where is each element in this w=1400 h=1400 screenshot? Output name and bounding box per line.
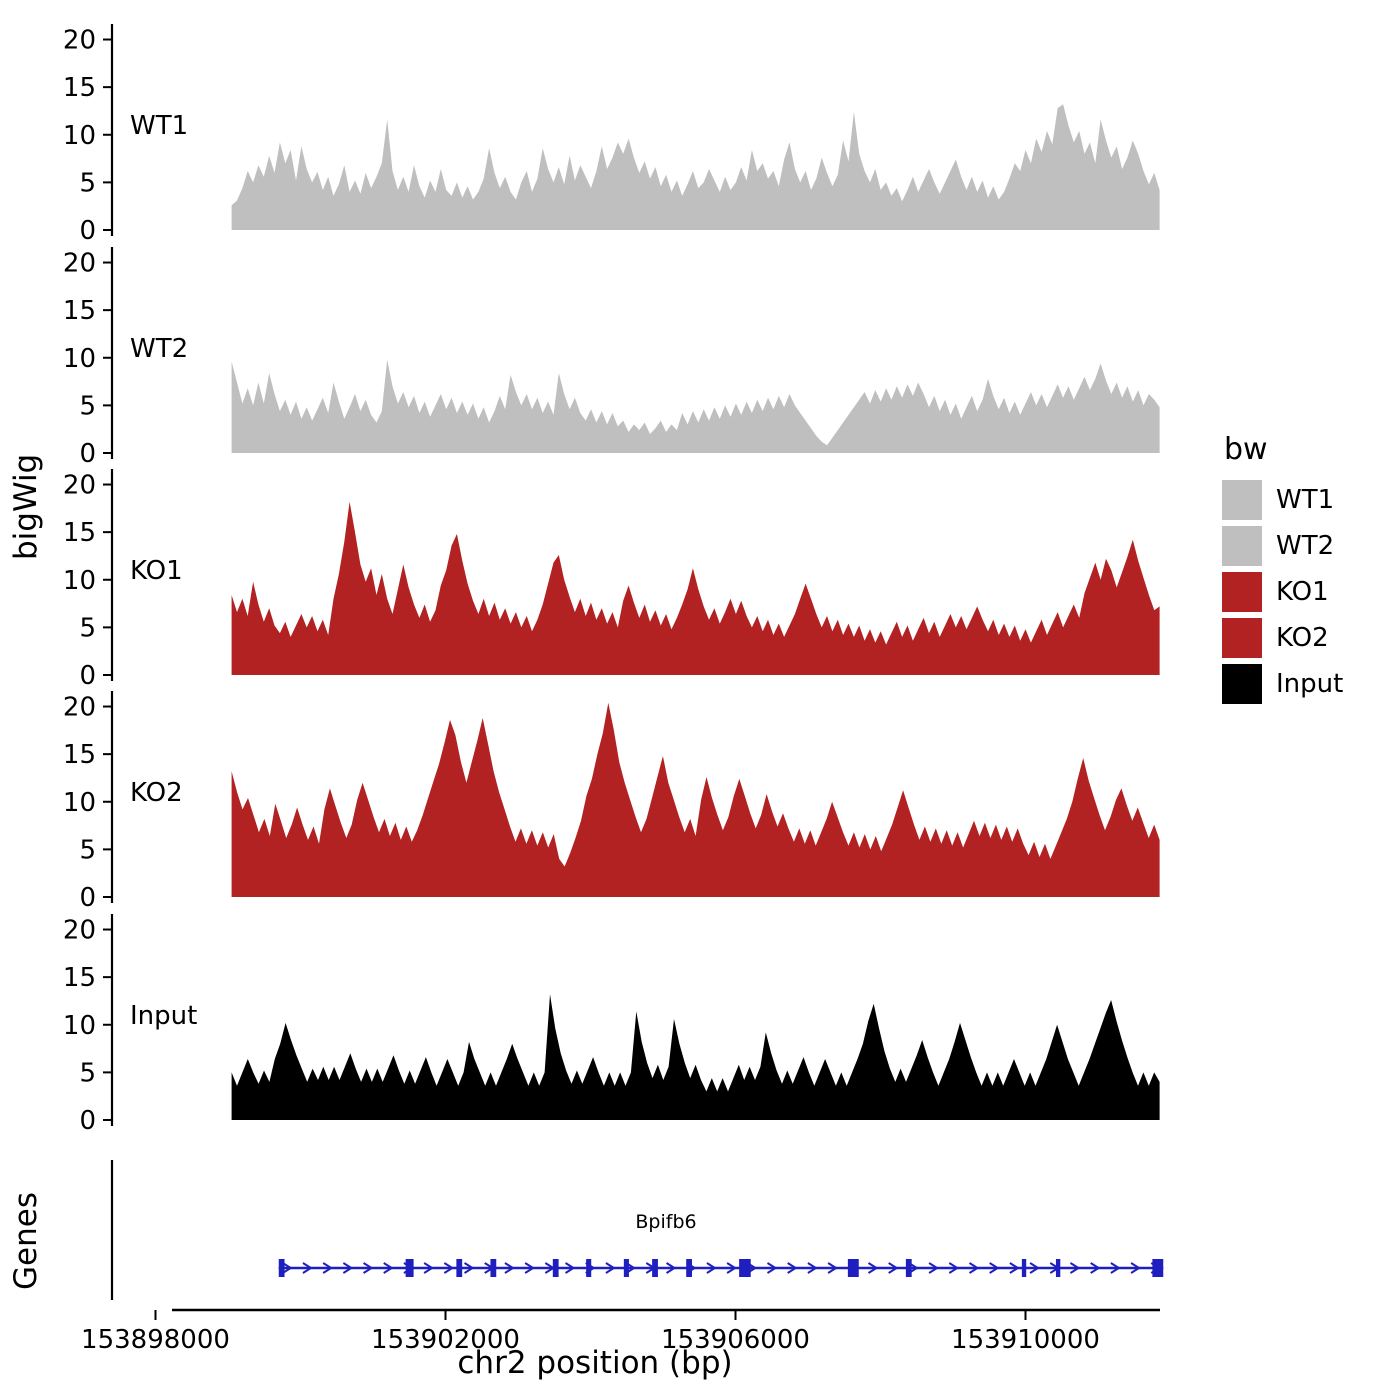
y-tick-label: 10 (62, 120, 96, 151)
y-tick-label: 20 (62, 25, 96, 56)
gene-exon (652, 1259, 658, 1277)
gene-exon (1152, 1259, 1163, 1277)
gene-exon (586, 1259, 591, 1277)
y-tick-label: 5 (79, 391, 96, 422)
track-panel-wt2 (63, 247, 1160, 469)
legend-label: WT1 (1276, 485, 1335, 515)
x-tick-label: 153910000 (951, 1325, 1100, 1355)
legend-item-wt2 (1222, 523, 1392, 569)
gene-exon (406, 1259, 414, 1277)
x-tick-label: 153898000 (81, 1325, 230, 1355)
legend-label: WT2 (1276, 531, 1335, 561)
gene-exon (553, 1259, 559, 1277)
track-label-ko1: KO1 (130, 556, 183, 586)
y-tick-label: 5 (79, 835, 96, 866)
y-tick-label: 0 (79, 216, 96, 246)
y-tick-label: 15 (62, 740, 96, 771)
y-tick-label: 5 (79, 168, 96, 199)
legend-label: KO2 (1276, 623, 1329, 653)
legend-key-wt2 (1222, 526, 1262, 566)
y-tick-label: 0 (79, 1106, 96, 1136)
x-axis-title: chr2 position (bp) (457, 1345, 733, 1381)
track-area-ko1 (232, 502, 1160, 675)
y-axis-title: bigWig (8, 453, 44, 560)
gene-exon (624, 1259, 629, 1277)
gene-exon (739, 1259, 751, 1277)
track-label-ko2: KO2 (130, 778, 183, 808)
legend-item-ko1 (1222, 569, 1392, 615)
y-tick-label: 5 (79, 613, 96, 644)
y-tick-label: 15 (62, 296, 96, 327)
gene-exon (1022, 1259, 1026, 1277)
track-panel-ko2 (63, 691, 1160, 913)
track-area-input (232, 994, 1160, 1120)
y-tick-label: 20 (62, 470, 96, 501)
y-tick-label: 20 (62, 248, 96, 279)
legend-item-ko2 (1222, 615, 1392, 661)
gene-exon (456, 1259, 462, 1277)
y-tick-label: 0 (79, 883, 96, 913)
gene-track (112, 1160, 1163, 1300)
y-tick-label: 15 (62, 518, 96, 549)
legend-key-input (1222, 664, 1262, 704)
gene-name-label: Bpifb6 (635, 1211, 697, 1233)
genes-axis-title: Genes (8, 1192, 44, 1290)
legend-title: bw (1224, 432, 1268, 467)
track-area-wt1 (232, 104, 1160, 230)
y-tick-label: 5 (79, 1058, 96, 1089)
track-area-ko2 (232, 703, 1160, 897)
legend-label: KO1 (1276, 577, 1329, 607)
track-label-wt2: WT2 (130, 334, 189, 364)
y-tick-label: 10 (62, 1010, 96, 1041)
gene-exon (686, 1259, 692, 1277)
gene-exon (279, 1259, 285, 1277)
gene-exon (848, 1259, 859, 1277)
track-panel-input (63, 914, 1160, 1136)
legend-key-ko2 (1222, 618, 1262, 658)
track-panel-wt1 (63, 24, 1160, 246)
y-tick-label: 0 (79, 661, 96, 691)
y-tick-label: 20 (62, 915, 96, 946)
track-label-wt1: WT1 (130, 111, 189, 141)
legend (1222, 432, 1392, 707)
legend-key-ko1 (1222, 572, 1262, 612)
legend-key-wt1 (1222, 480, 1262, 520)
y-tick-label: 10 (62, 787, 96, 818)
track-label-input: Input (130, 1001, 198, 1031)
track-area-wt2 (232, 360, 1160, 453)
legend-label: Input (1276, 669, 1344, 699)
y-tick-label: 15 (62, 963, 96, 994)
legend-item-input (1222, 661, 1392, 707)
track-panel-ko1 (63, 469, 1160, 691)
y-tick-label: 10 (62, 343, 96, 374)
y-tick-label: 10 (62, 565, 96, 596)
legend-item-wt1 (1222, 477, 1392, 523)
y-tick-label: 20 (62, 692, 96, 723)
gene-exon (490, 1259, 496, 1277)
gene-exon (1056, 1259, 1060, 1277)
gene-exon (906, 1259, 912, 1277)
x-tick-label: 153902000 (371, 1325, 520, 1355)
y-tick-label: 15 (62, 73, 96, 104)
y-tick-label: 0 (79, 439, 96, 469)
x-tick-label: 153906000 (661, 1325, 810, 1355)
